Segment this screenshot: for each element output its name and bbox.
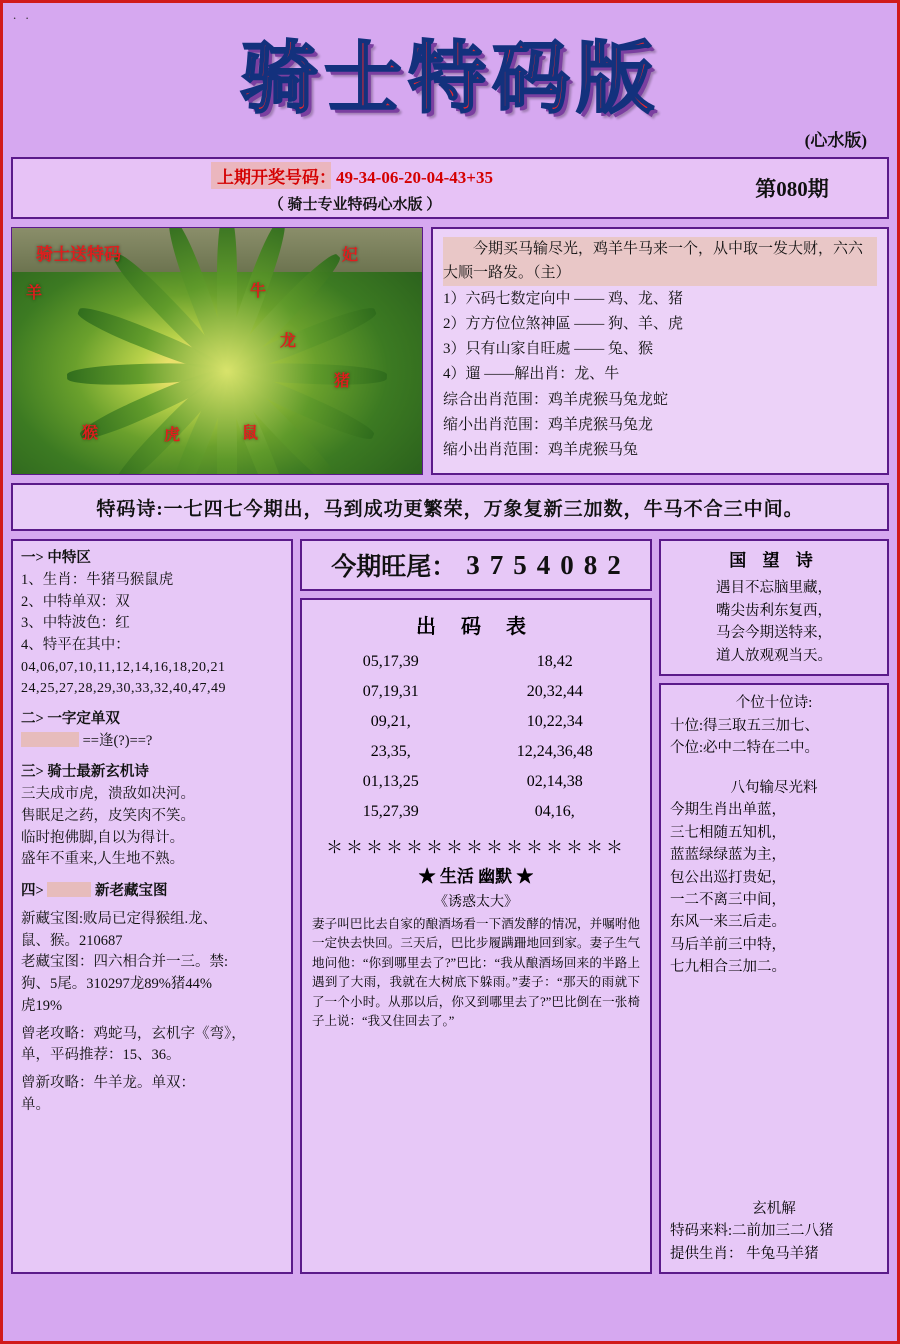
star-divider: ＊＊＊＊＊＊＊＊＊＊＊＊＊＊＊ <box>326 838 626 857</box>
guowang-poem-line: 马会今期送特来， <box>716 625 832 642</box>
guowang-poem-line: 嘴尖齿利东复西， <box>716 602 832 619</box>
tips-summary: 缩小出肖范围：鸡羊虎猴马兔 <box>443 442 639 459</box>
photo-overlay-text: 猴 <box>82 425 99 442</box>
code-table-box <box>300 598 652 1274</box>
code-cell: 15,27,39 <box>362 803 419 820</box>
xuanji-line: 特码来料:二前加三二八猪 <box>670 1223 834 1240</box>
photo-overlay-text: 妃 <box>342 247 359 264</box>
section-4-line: 曾新攻略：牛羊龙。单双： <box>21 1075 195 1091</box>
code-cell: 20,32,44 <box>526 683 583 700</box>
guowang-poem-line: 遇目不忘脑里藏， <box>716 580 832 597</box>
hot-tail-bar <box>300 539 652 591</box>
tips-line: 3）只有山家自旺處 —— 兔、猴 <box>443 341 654 358</box>
code-table-title: 出 码 表 <box>416 616 536 638</box>
code-cell: 10,22,34 <box>526 713 583 730</box>
humor-title: ★ 生活 幽默 ★ <box>418 867 534 886</box>
eight-line: 今期生肖出单蓝， <box>670 802 786 819</box>
last-draw-label: 上期开奖号码： <box>217 168 336 187</box>
code-cell: 12,24,36,48 <box>516 743 593 760</box>
section-1-line: 3、中特波色：红 <box>21 615 130 632</box>
tips-line: 2）方方位位煞神區 —— 狗、羊、虎 <box>443 315 684 332</box>
issue-number: 第080期 <box>755 177 829 201</box>
xuanji-section <box>670 1198 878 1265</box>
photo-overlay-text: 骑士送特码 <box>36 245 121 264</box>
hot-tail-number: 3 <box>466 549 480 580</box>
section-4-prefix: 四> <box>21 883 44 899</box>
eight-line: 一二不离三中间， <box>670 891 786 908</box>
hot-tail-number: 4 <box>536 549 551 580</box>
eight-lines-section <box>670 777 878 979</box>
hot-tail-number: 5 <box>513 549 527 580</box>
hot-tail-number: 7 <box>489 549 504 580</box>
last-draw-numbers: 49-34-06-20-04-43+35 <box>336 168 493 187</box>
section-4-line: 老藏宝图：四六相合并一三。禁: <box>21 954 229 971</box>
eight-lines-title: 八句输尽光料 <box>730 779 818 796</box>
guowang-poem-line: 道人放观观当天。 <box>716 647 832 664</box>
section-4-line: 新藏宝图:败局已定得猴组.龙、 <box>21 910 218 927</box>
photo-overlay-text: 牛 <box>250 283 267 300</box>
section-1-line: 1、生肖：牛猪马猴鼠虎 <box>21 571 174 588</box>
code-cell: 18,42 <box>536 653 573 670</box>
code-cell: 01,13,25 <box>362 773 419 790</box>
right-lower-box <box>659 683 889 1274</box>
table-row <box>312 677 640 707</box>
right-column <box>659 539 889 1274</box>
title-subtitle: (心水版) <box>804 131 867 150</box>
xuanji-line: 提供生肖： 牛兔马羊猪 <box>670 1245 819 1262</box>
section-4-line: 虎19% <box>21 997 63 1014</box>
tips-panel <box>431 227 889 475</box>
section-3-title: 三> 骑士最新玄机诗 <box>21 764 149 781</box>
section-4-line: 狗、5尾。310297龙89%猪44% <box>21 976 212 992</box>
hot-tail-label: 今期旺尾： <box>331 554 457 581</box>
photo-overlay-text: 鼠 <box>242 425 259 442</box>
code-cell: 09,21, <box>370 713 411 730</box>
special-code-poem: 特码诗:一七四七今期出，马到成功更繁荣，万象复新三加数，牛马不合三中间。 <box>11 483 889 531</box>
eight-line: 东风一来三后走。 <box>670 914 786 931</box>
unit-tens-line: 个位:必中二特在二中。 <box>670 740 820 757</box>
guowang-poem-box <box>659 539 889 676</box>
section-4-title <box>21 881 283 903</box>
plant-photo <box>11 227 423 475</box>
table-row <box>312 707 640 737</box>
unit-tens-title: 个位十位诗: <box>735 695 813 712</box>
section-4-line: 鼠、猴。210687 <box>21 932 123 949</box>
draw-banner-left <box>13 159 697 217</box>
flat-numbers-row-1: 04,06,07,10,11,12,14,16,18,20,21 <box>21 659 226 675</box>
redacted-block <box>47 882 91 897</box>
left-column <box>11 539 293 1274</box>
middle-column <box>300 539 652 1274</box>
tips-lead: 今期买马输尽光，鸡羊牛马来一个，从中取一发大财，六六大顺一路发。（主） <box>443 237 877 286</box>
code-cell: 23,35, <box>370 743 411 760</box>
tips-summary: 缩小出肖范围：鸡羊虎猴马兔龙 <box>443 417 654 434</box>
code-table <box>312 647 640 827</box>
section-3-line: 盛年不重来,人生地不熟。 <box>21 851 185 868</box>
hot-tail-number: 2 <box>607 549 621 580</box>
eight-line: 马后羊前三中特， <box>670 936 786 953</box>
guowang-poem-title: 国 望 诗 <box>729 551 819 570</box>
tips-summary: 综合出肖范围：鸡羊虎猴马兔龙蛇 <box>443 391 669 408</box>
section-4-line: 单，平码推荐：15、36。 <box>21 1047 181 1064</box>
pro-line: （ 骑士专业特码心水版 ） <box>268 197 442 213</box>
content-columns <box>11 539 889 1274</box>
tips-line: 4）遛 ——解出肖：龙、牛 <box>443 366 620 383</box>
photo-overlay-text: 龙 <box>280 333 297 350</box>
table-row <box>312 797 640 827</box>
corner-dots: . . <box>13 7 32 22</box>
hot-tail-number: 0 <box>560 549 574 580</box>
section-4-label: 新老藏宝图 <box>95 883 168 899</box>
table-row <box>312 767 640 797</box>
section-2-body <box>21 731 283 753</box>
code-cell: 07,19,31 <box>362 683 419 700</box>
eight-line: 三七相随五知机， <box>670 824 786 841</box>
unit-tens-section <box>670 692 878 759</box>
section-4-line: 单。 <box>21 1096 50 1113</box>
eight-line: 包公出巡打贵妃， <box>670 869 786 886</box>
hot-tail-number: 8 <box>583 549 598 580</box>
section-1-line: 2、中特单双：双 <box>21 593 130 610</box>
section-3-line: 售眠足之药，皮笑肉不笑。 <box>21 807 195 824</box>
unit-tens-line: 十位:得三取五三加七、 <box>670 717 820 734</box>
section-4-line: 曾老攻略：鸡蛇马，玄机字《弯》， <box>21 1025 246 1042</box>
code-cell: 02,14,38 <box>526 773 583 790</box>
last-draw-line <box>211 162 499 189</box>
section-1-line: 4、特平在其中： <box>21 637 130 653</box>
code-cell: 04,16, <box>534 803 575 820</box>
draw-banner <box>11 157 889 219</box>
section-3-line: 临时抱佛脚,自以为得计。 <box>21 829 185 846</box>
humor-subtitle: 《诱惑太大》 <box>434 895 518 910</box>
humor-body: 妻子叫巴比去自家的酿酒场看一下酒发酵的情况，并嘱咐他一定快去快回。三天后，巴比步履蹒跚地回到家。妻子生气地问他：“你到哪里去了?”巴比：“我从酿酒场回来的半路上遇到了大雨，我就在大树底下躲雨。”妻子：“那天的雨就下了一个小时。从那以后，你又到哪里去了?”巴比倒在一张椅子上说：“我又住回去了。” <box>312 917 640 1028</box>
table-row <box>312 737 640 767</box>
flat-numbers-row-2: 24,25,27,28,29,30,33,32,40,47,49 <box>21 680 226 696</box>
title-block <box>11 23 889 150</box>
table-row <box>312 647 640 677</box>
photo-tips-row <box>11 227 889 475</box>
tips-line: 1）六码七数定向中 —— 鸡、龙、猪 <box>443 290 684 307</box>
redacted-block <box>21 732 79 747</box>
section-2-title: 二> 一字定单双 <box>21 710 120 727</box>
xuanji-title: 玄机解 <box>752 1200 796 1217</box>
section-2-text: ==逢(?)==? <box>82 732 153 749</box>
photo-overlay-text: 羊 <box>26 285 43 302</box>
photo-overlay-text: 虎 <box>164 427 181 444</box>
section-3-line: 三夫成市虎，溃敌如决河。 <box>21 786 195 802</box>
photo-overlay-text: 猪 <box>334 373 351 390</box>
section-1-title: 一> 中特区 <box>21 550 91 566</box>
eight-line: 蓝蓝绿绿蓝为主， <box>670 847 786 864</box>
page-title: 骑士特码版 <box>239 34 660 124</box>
eight-line: 七九相合三加二。 <box>670 959 786 976</box>
code-cell: 05,17,39 <box>362 653 419 670</box>
